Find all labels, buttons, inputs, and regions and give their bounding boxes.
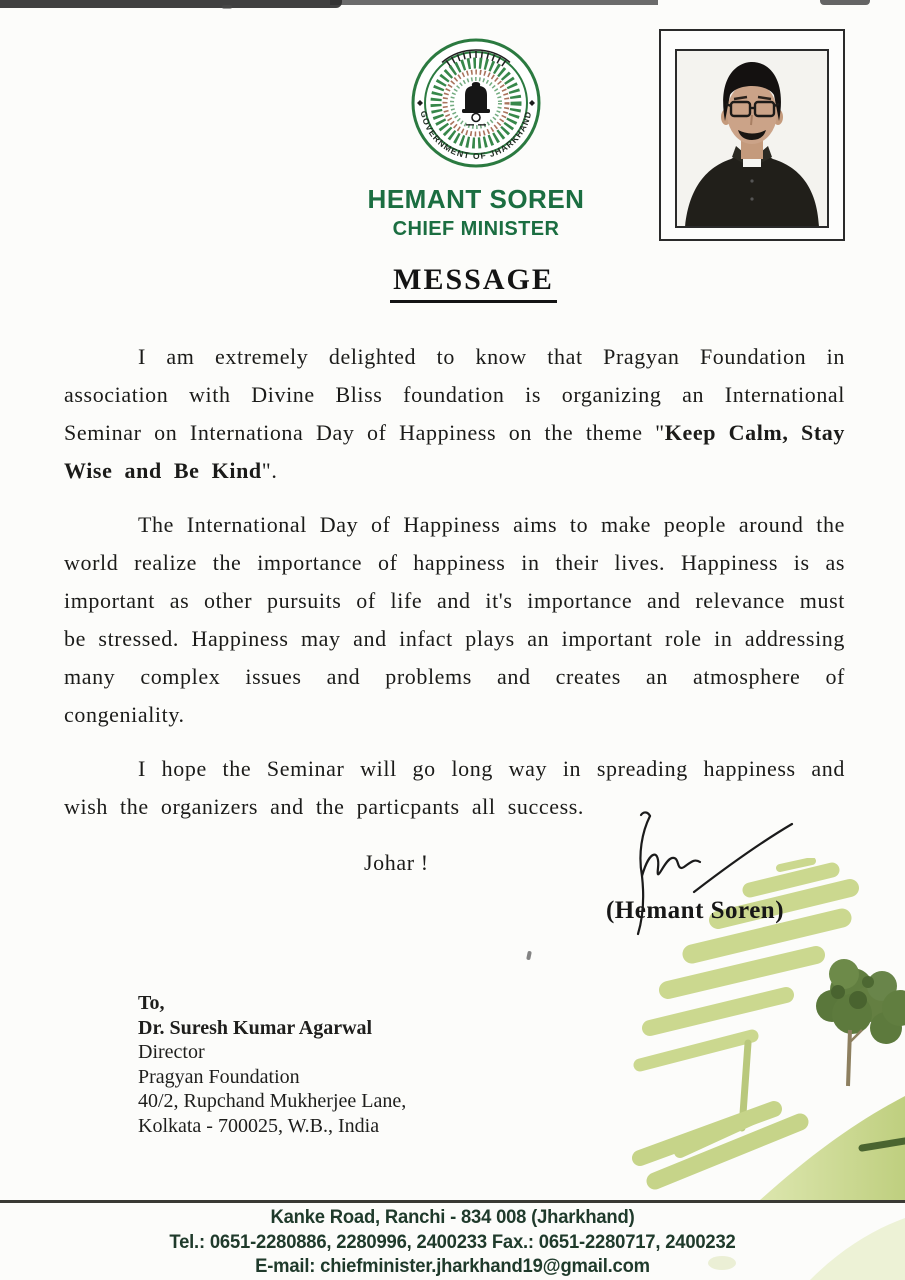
scan-artifact-top-band xyxy=(0,0,342,8)
recipient-address-line2: Kolkata - 700025, W.B., India xyxy=(138,1114,380,1137)
paragraph-1-end: ". xyxy=(261,458,278,483)
chief-minister-portrait xyxy=(659,29,845,241)
recipient-address-line1: 40/2, Rupchand Mukherjee Lane, xyxy=(138,1090,407,1113)
footer-phone-fax: Tel.: 0651-2280886, 2280996, 2400233 Fax.: 0651-2280717, 2400232 xyxy=(169,1231,736,1253)
officeholder-block xyxy=(281,184,671,241)
paragraph-1-text: I am extremely delighted to know that Pragyan Foundation in association with Divine Bliss foundation is organizing an International Seminar on Internationa Day of Happiness on the theme " xyxy=(64,344,845,445)
recipient-designation: Director xyxy=(138,1041,205,1064)
officeholder-title: CHIEF MINISTER xyxy=(392,218,560,240)
recipient-name: Dr. Suresh Kumar Agarwal xyxy=(138,1016,373,1039)
footer-address: Kanke Road, Ranchi - 834 008 (Jharkhand) xyxy=(270,1207,635,1228)
letter-body xyxy=(64,325,845,882)
recipient-organization: Pragyan Foundation xyxy=(138,1065,300,1088)
footer-email: E-mail: chiefminister.jharkhand19@gmail.com xyxy=(255,1256,650,1277)
recipient-salutation: To, xyxy=(138,992,165,1014)
message-heading-wrap xyxy=(0,263,905,303)
paragraph-1 xyxy=(64,338,845,490)
paragraph-1-bold-theme: Keep Calm, Stay Wise and Be Kind xyxy=(64,420,846,483)
scan-artifact-top-blob xyxy=(820,0,870,5)
footer-contact-block xyxy=(14,1206,892,1280)
zigzag-stroke xyxy=(640,1109,800,1181)
message-heading: MESSAGE xyxy=(390,263,557,303)
scan-artifact-top-band-2 xyxy=(330,0,658,5)
closing-johar: Johar ! xyxy=(364,850,429,875)
scan-artifact-small-mark xyxy=(222,5,232,9)
footer-divider-line xyxy=(0,1200,905,1203)
paragraph-2: The International Day of Happiness aims to make people around the world realize the importance of happiness in their lives. Happiness is as important as other pursuits of life and it's importance and relevance must be stressed. Happiness may and infact plays an important role in addressing many complex issues and problems and creates an atmosphere of congeniality. xyxy=(64,512,845,727)
signatory-name: (Hemant Soren) xyxy=(605,897,785,924)
seal-bottom-text: GOVERNMENT OF JHARKHAND xyxy=(418,109,534,162)
recipient-address-block xyxy=(138,991,406,1139)
officeholder-name: HEMANT SOREN xyxy=(367,184,585,214)
paragraph-3: I hope the Seminar will go long way in spreading happiness and wish the organizers and the particpants all success. xyxy=(64,756,845,819)
government-of-jharkhand-emblem-icon xyxy=(406,33,546,173)
scan-artifact-stray-mark xyxy=(526,951,532,961)
